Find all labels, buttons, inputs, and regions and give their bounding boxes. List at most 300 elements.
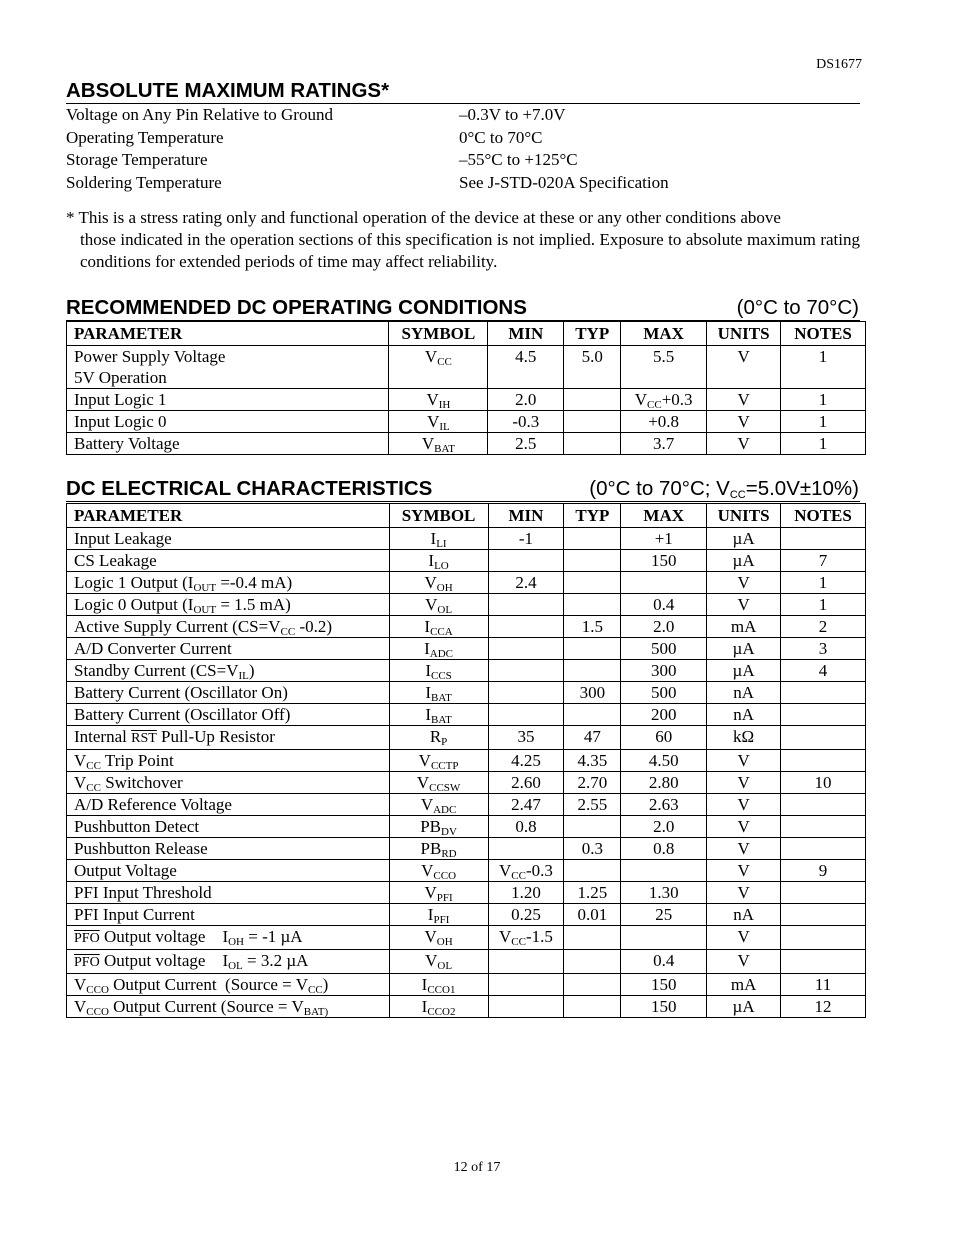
min-cell [488, 594, 564, 616]
symbol-subscript: BAT [434, 443, 455, 455]
typ-cell: 0.01 [564, 904, 621, 926]
typ-cell [564, 704, 621, 726]
units-cell: V [707, 594, 781, 616]
parameter-text: A/D Converter Current [74, 639, 232, 658]
units-cell: µA [707, 996, 781, 1018]
parameter-cell [67, 660, 390, 682]
column-header: SYMBOL [389, 504, 488, 528]
symbol-subscript: PFI [436, 892, 453, 904]
parameter-text: Output Current (Source = V [108, 975, 308, 994]
symbol-cell [389, 838, 488, 860]
param-subscript: OUT [193, 582, 217, 594]
typ-cell: 47 [564, 726, 621, 750]
units-cell: µA [707, 660, 781, 682]
param-subscript: OH [228, 936, 244, 948]
table-row [67, 704, 866, 726]
symbol-cell [389, 572, 488, 594]
table-row [67, 638, 866, 660]
symbol: R [429, 727, 442, 746]
symbol-subscript: CCO2 [427, 1006, 456, 1018]
notes-cell [781, 816, 866, 838]
units-cell: nA [707, 704, 781, 726]
parameter-cell [67, 433, 389, 455]
symbol-subscript: BAT [431, 692, 452, 704]
symbol-subscript: ADC [429, 648, 454, 660]
column-header: MAX [621, 504, 707, 528]
dc-elec-title: DC ELECTRICAL CHARACTERISTICS [66, 477, 433, 500]
symbol: I [430, 529, 437, 548]
notes-cell: 3 [781, 638, 866, 660]
typ-cell [564, 411, 621, 433]
max-cell: 60 [621, 726, 707, 750]
typ-cell: 5.0 [564, 346, 621, 389]
abs-max-row [66, 127, 866, 150]
rec-dc-conditions: (0°C to 70°C) [736, 296, 859, 319]
parameter-text: V [74, 997, 87, 1016]
parameter-cell [67, 926, 390, 950]
abs-max-value: –0.3V to +7.0V [459, 105, 566, 124]
units-cell: V [707, 433, 781, 455]
typ-cell: 0.3 [564, 838, 621, 860]
notes-cell: 1 [781, 594, 866, 616]
symbol-cell [389, 794, 488, 816]
min-cell [488, 550, 564, 572]
symbol-cell [389, 860, 488, 882]
parameter-text: Output voltage I [99, 951, 229, 970]
min-cell [488, 950, 564, 974]
parameter-cell [67, 704, 390, 726]
notes-cell [781, 882, 866, 904]
table-row [67, 996, 866, 1018]
table-row [67, 389, 866, 411]
units-cell: kΩ [707, 726, 781, 750]
parameter-text: CS Leakage [74, 551, 157, 570]
parameter-text: Input Leakage [74, 529, 172, 548]
column-header: UNITS [707, 322, 781, 346]
column-header: UNITS [707, 504, 781, 528]
parameter-cell [67, 950, 390, 974]
min-cell: 0.25 [488, 904, 564, 926]
table-row [67, 550, 866, 572]
parameter-cell [67, 750, 390, 772]
column-header: MIN [488, 504, 564, 528]
parameter-cell [67, 794, 390, 816]
symbol-subscript: PFI [433, 914, 450, 926]
typ-cell [564, 660, 621, 682]
symbol: V [424, 573, 437, 592]
overline-signal: $\overline{RST}$ [131, 731, 157, 746]
symbol-subscript: CCS [431, 670, 452, 682]
notes-cell [781, 838, 866, 860]
parameter-text: = 1.5 mA) [216, 595, 291, 614]
units-cell: V [707, 750, 781, 772]
units-cell: µA [707, 528, 781, 550]
parameter-text: Pushbutton Release [74, 839, 208, 858]
table-header-row [67, 504, 866, 528]
cond-pre: (0°C to 70°C; V [589, 477, 730, 500]
symbol: V [426, 390, 439, 409]
notes-cell [781, 904, 866, 926]
abs-max-value: 0°C to 70°C [459, 127, 543, 147]
symbol: V [421, 861, 434, 880]
parameter-text: Pull-Up Resistor [156, 727, 275, 746]
typ-cell: 2.70 [564, 772, 621, 794]
max-cell: 3.7 [621, 433, 707, 455]
parameter-text: Logic 0 Output (I [74, 595, 194, 614]
min-value: V [499, 927, 512, 946]
max-cell [621, 860, 707, 882]
min-suffix: -0.3 [525, 861, 553, 880]
symbol: V [418, 751, 431, 770]
param-subscript: IL [238, 670, 249, 682]
table-row [67, 528, 866, 550]
symbol-subscript: CCTP [430, 760, 459, 772]
parameter-cell [67, 594, 390, 616]
min-cell: 35 [488, 726, 564, 750]
cond-post: =5.0V±10%) [745, 477, 859, 500]
max-value: V [634, 390, 648, 409]
min-cell: 4.25 [488, 750, 564, 772]
max-cell: +1 [621, 528, 707, 550]
column-header: PARAMETER [67, 504, 390, 528]
symbol-cell [389, 660, 488, 682]
parameter-cell [67, 572, 390, 594]
param-subscript: CCO [86, 1006, 109, 1018]
typ-cell [564, 572, 621, 594]
symbol-subscript: CCO1 [427, 984, 456, 996]
notes-cell [781, 950, 866, 974]
typ-cell: 2.55 [564, 794, 621, 816]
parameter-text: Standby Current (CS=V [74, 661, 239, 680]
symbol-cell [389, 704, 488, 726]
notes-cell [781, 682, 866, 704]
column-header: MAX [621, 322, 707, 346]
rec-dc-title: RECOMMENDED DC OPERATING CONDITIONS [66, 296, 527, 319]
notes-cell: 4 [781, 660, 866, 682]
units-cell: mA [707, 974, 781, 996]
param-subscript: CC [307, 984, 323, 996]
table-row [67, 750, 866, 772]
symbol-subscript: CCA [430, 626, 453, 638]
typ-cell: 4.35 [564, 750, 621, 772]
rec-dc-table [66, 321, 866, 455]
column-header: TYP [564, 504, 621, 528]
parameter-name: Battery Voltage [74, 434, 180, 453]
table-row [67, 926, 866, 950]
units-cell: V [707, 926, 781, 950]
max-cell [621, 572, 707, 594]
symbol: I [425, 661, 431, 680]
parameter-text: Output voltage I [99, 927, 229, 946]
typ-cell [564, 433, 621, 455]
max-cell: 150 [621, 974, 707, 996]
units-cell: µA [707, 550, 781, 572]
notes-cell: 1 [781, 433, 866, 455]
max-cell: 2.0 [621, 816, 707, 838]
parameter-cell [67, 838, 390, 860]
notes-cell [781, 726, 866, 750]
max-cell [621, 389, 707, 411]
units-cell: V [707, 572, 781, 594]
symbol-subscript: BAT [431, 714, 452, 726]
parameter-text: -0.2) [295, 617, 333, 636]
parameter-text: = -1 µA [244, 927, 303, 946]
notes-cell [781, 794, 866, 816]
symbol-cell [389, 389, 488, 411]
param-subscript: OUT [193, 604, 217, 616]
symbol: I [425, 705, 432, 724]
symbol: V [427, 412, 440, 431]
typ-cell: 1.25 [564, 882, 621, 904]
table-header-row [67, 322, 866, 346]
symbol: I [424, 617, 431, 636]
symbol-cell [389, 594, 488, 616]
symbol-cell [389, 616, 488, 638]
symbol-subscript: DV [441, 826, 457, 838]
abs-max-label: Operating Temperature [66, 127, 224, 147]
min-cell [488, 838, 564, 860]
symbol-subscript: OL [437, 960, 453, 972]
max-suffix: +0.3 [661, 390, 693, 409]
parameter-text: PFI Input Current [74, 905, 195, 924]
typ-cell [564, 996, 621, 1018]
table-row [67, 950, 866, 974]
parameter-text: V [74, 773, 87, 792]
parameter-cell [67, 974, 390, 996]
table-row [67, 816, 866, 838]
units-cell: V [707, 882, 781, 904]
symbol-cell [389, 528, 488, 550]
page-number: 12 of 17 [453, 1160, 501, 1175]
notes-cell: 1 [781, 389, 866, 411]
symbol-cell [389, 433, 488, 455]
symbol: I [421, 975, 428, 994]
units-cell: V [707, 411, 781, 433]
parameter-text: ) [322, 975, 329, 994]
symbol-cell [389, 346, 488, 389]
abs-max-title: ABSOLUTE MAXIMUM RATINGS* [66, 79, 390, 102]
table-row [67, 594, 866, 616]
symbol: V [416, 773, 430, 792]
max-subscript: CC [647, 399, 662, 411]
min-cell [488, 926, 564, 950]
max-cell: 5.5 [621, 346, 707, 389]
parameter-text: Internal [74, 727, 132, 746]
notes-cell [781, 926, 866, 950]
abs-max-label: Storage Temperature [66, 150, 208, 169]
parameter-text: ) [248, 661, 255, 680]
parameter-cell [67, 882, 390, 904]
units-cell: V [707, 772, 781, 794]
parameter-text: Pushbutton Detect [74, 817, 200, 836]
notes-cell: 11 [781, 974, 866, 996]
symbol-cell [389, 816, 488, 838]
symbol: V [421, 434, 435, 453]
units-cell: mA [707, 616, 781, 638]
typ-cell [564, 550, 621, 572]
table-row [67, 616, 866, 638]
min-cell [488, 974, 564, 996]
parameter-text: PFI Input Threshold [74, 883, 212, 902]
units-cell: V [707, 794, 781, 816]
parameter-text: Active Supply Current (CS=V [74, 617, 281, 636]
parameter-text: = 3.2 µA [242, 951, 309, 970]
stress-rating-note [66, 207, 860, 273]
min-value: V [499, 861, 512, 880]
max-cell: 0.4 [621, 950, 707, 974]
units-cell: V [707, 950, 781, 974]
units-cell: nA [707, 904, 781, 926]
symbol-subscript: LO [434, 560, 449, 572]
units-cell: V [707, 838, 781, 860]
table-row [67, 726, 866, 750]
typ-cell [564, 926, 621, 950]
typ-cell [564, 860, 621, 882]
max-cell: 200 [621, 704, 707, 726]
typ-cell [564, 950, 621, 974]
table-row [67, 572, 866, 594]
max-cell: 0.8 [621, 838, 707, 860]
parameter-cell [67, 389, 389, 411]
section-rule [66, 501, 860, 502]
max-cell: 500 [621, 638, 707, 660]
abs-max-value: –55°C to +125°C [459, 150, 578, 169]
max-cell: 150 [621, 996, 707, 1018]
param-subscript: CC [86, 760, 101, 772]
symbol-subscript: OH [436, 936, 453, 948]
max-cell: 0.4 [621, 594, 707, 616]
dc-elec-table [66, 503, 866, 1018]
symbol-subscript: CC [437, 356, 452, 368]
notes-cell: 12 [781, 996, 866, 1018]
symbol-cell [389, 926, 488, 950]
abs-max-row [66, 149, 866, 172]
symbol: PB [420, 817, 442, 836]
notes-cell [781, 528, 866, 550]
abs-max-value: See J-STD-020A Specification [459, 172, 669, 192]
notes-cell: 1 [781, 346, 866, 389]
symbol-cell [389, 950, 488, 974]
typ-cell [564, 974, 621, 996]
symbol-cell [389, 750, 488, 772]
typ-cell [564, 594, 621, 616]
table-row [67, 904, 866, 926]
parameter-text: A/D Reference Voltage [74, 795, 232, 814]
min-cell: 4.5 [488, 346, 564, 389]
min-cell: 2.47 [488, 794, 564, 816]
symbol-subscript: P [441, 736, 448, 748]
min-suffix: -1.5 [525, 927, 553, 946]
typ-cell [564, 528, 621, 550]
parameter-text: Switchover [100, 773, 183, 792]
min-cell: 2.5 [488, 433, 564, 455]
symbol: V [424, 927, 437, 946]
column-header: SYMBOL [389, 322, 488, 346]
parameter-cell [67, 860, 390, 882]
note-first-line: * This is a stress rating only and functional operation of the device at these or any other conditions above [66, 208, 781, 227]
symbol: PB [420, 839, 442, 858]
document-id: DS1677 [816, 57, 862, 72]
typ-cell [564, 389, 621, 411]
symbol-cell [389, 904, 488, 926]
symbol-cell [389, 996, 488, 1018]
notes-cell [781, 750, 866, 772]
min-cell [488, 616, 564, 638]
min-subscript: CC [511, 936, 526, 948]
symbol: V [425, 595, 438, 614]
param-subscript: OL [228, 960, 243, 972]
parameter-name: Input Logic 1 [74, 390, 167, 409]
parameter-cell [67, 904, 390, 926]
parameter-text: Output Voltage [74, 861, 177, 880]
units-cell: V [707, 389, 781, 411]
symbol: I [424, 639, 430, 658]
min-cell [488, 660, 564, 682]
min-cell: 2.4 [488, 572, 564, 594]
min-cell [488, 638, 564, 660]
param-subscript: CC [86, 782, 101, 794]
max-cell: 2.63 [621, 794, 707, 816]
column-header: PARAMETER [67, 322, 389, 346]
table-row [67, 411, 866, 433]
symbol-subscript: CCO [433, 870, 457, 882]
table-row [67, 433, 866, 455]
max-cell: 1.30 [621, 882, 707, 904]
min-cell [488, 704, 564, 726]
symbol-subscript: ADC [433, 804, 457, 816]
max-cell: 2.0 [621, 616, 707, 638]
symbol-cell [389, 682, 488, 704]
table-row [67, 882, 866, 904]
abs-max-label: Soldering Temperature [66, 172, 222, 192]
max-cell: 2.80 [621, 772, 707, 794]
overline-signal: $\overline{PFO}$ [74, 931, 100, 946]
units-cell: V [707, 860, 781, 882]
symbol-subscript: OL [437, 604, 453, 616]
symbol-subscript: CCSW [429, 782, 461, 794]
symbol: I [427, 905, 434, 924]
param-subscript: CCO [86, 984, 109, 996]
notes-cell [781, 704, 866, 726]
param-subscript: CC [280, 626, 296, 638]
symbol-cell [389, 726, 488, 750]
min-cell [488, 682, 564, 704]
parameter-text: Logic 1 Output (I [74, 573, 194, 592]
symbol: V [424, 883, 437, 902]
table-row [67, 682, 866, 704]
parameter-name: Power Supply Voltage [74, 347, 226, 366]
max-cell: 300 [621, 660, 707, 682]
symbol: V [424, 347, 438, 366]
min-cell: 2.0 [488, 389, 564, 411]
parameter-cell [67, 638, 390, 660]
symbol: I [425, 683, 432, 702]
max-cell: 150 [621, 550, 707, 572]
notes-cell: 9 [781, 860, 866, 882]
notes-cell: 7 [781, 550, 866, 572]
column-header: MIN [488, 322, 564, 346]
symbol-subscript: LI [436, 538, 447, 550]
parameter-text: V [74, 751, 87, 770]
min-cell: 0.8 [488, 816, 564, 838]
min-cell: 1.20 [488, 882, 564, 904]
abs-max-label: Voltage on Any Pin Relative to Ground [66, 105, 333, 124]
parameter-cell [67, 816, 390, 838]
symbol: I [428, 551, 435, 570]
min-cell: -0.3 [488, 411, 564, 433]
notes-cell: 1 [781, 572, 866, 594]
parameter-cell [67, 411, 389, 433]
